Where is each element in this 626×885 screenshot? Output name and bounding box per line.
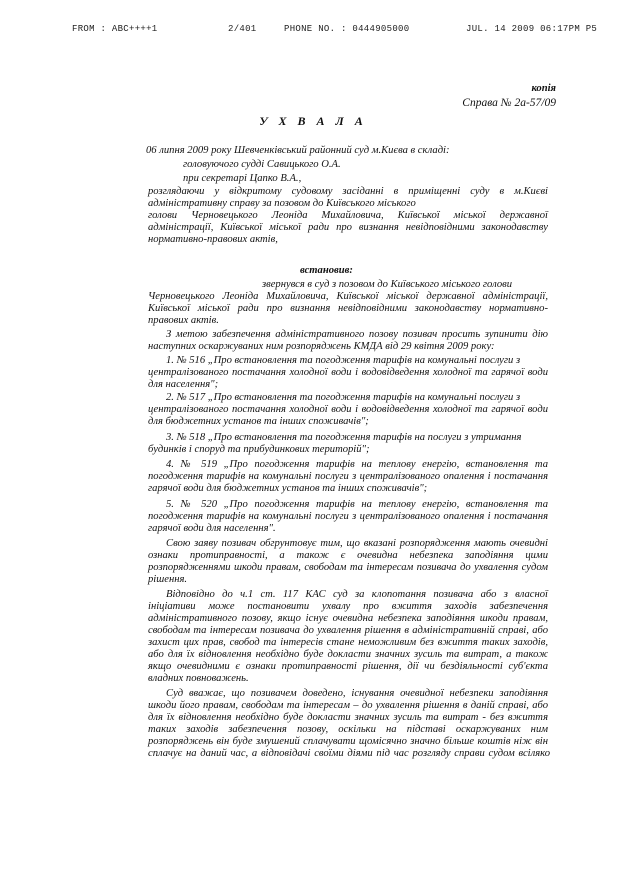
case-number: Справа № 2а-57/09	[462, 97, 556, 109]
law-line: Відповідно до ч.1 ст. 117 КАС суд за клопотання позивача або з власної	[166, 589, 548, 600]
justification-line: рішення.	[148, 574, 188, 585]
established-line: Київської міської ради про визнання невідповідними законодавству нормативно-	[148, 303, 548, 314]
intro-line: головуючого судді Савицького О.А.	[183, 159, 341, 170]
court-line: таких заходів забезпечення позову, оскільки на підставі оскаржуваних ним	[148, 724, 548, 735]
fax-datetime: JUL. 14 2009 06:17PM P5	[466, 24, 598, 34]
intro-line: розглядаючи у відкритому судовому засіданні в приміщенні суду в м.Києві	[148, 186, 548, 197]
court-line: розпоряджень він буде змушений сплачувати щомісячно значно більше коштів ніж він	[148, 736, 548, 747]
fax-phone: PHONE NO. : 0444905000	[284, 24, 410, 34]
purpose-line: З метою забезпечення адміністративного позову позивач просить зупинити дію	[166, 329, 548, 340]
item-line: централізованого постачання холодної води і водовідведення холодної та гарячої води	[148, 367, 548, 378]
fax-page: 2/401	[228, 24, 257, 34]
law-line: ініціативи може постановити ухвалу про вжиття заходів забезпечення	[148, 601, 548, 612]
copy-label: копія	[531, 83, 556, 94]
fax-from: FROM : ABC++++1	[72, 24, 158, 34]
document-title: У Х В А Л А	[259, 114, 367, 128]
established-line: Черновецького Леоніда Михайловича, Київської міської державної адміністрації,	[148, 291, 548, 302]
item-line: погодження тарифів на комунальні послуги з централізованого опалення і постачання	[148, 471, 548, 482]
item-line: 5. № 520 „Про погодження тарифів на теплову енергію, встановлення та	[166, 499, 548, 510]
justification-line: розпорядженнями шкоди правам, свободам та інтересам позивача до ухвалення судом	[148, 562, 548, 573]
intro-line: адміністративну справу за позовом до Київського міського	[148, 198, 416, 209]
intro-line: адміністрації, Київської міської ради про визнання невідповідними законодавству	[148, 222, 548, 233]
law-line: якщо очевидними є ознаки протиправності рішення, дії чи бездіяльності суб'єкта	[148, 661, 548, 672]
justification-line: Свою заяву позивач обгрунтовує тим, що вказані розпорядження мають очевидні	[166, 538, 548, 549]
court-line: шкоди його правам, свободам та інтересам – до ухвалення рішення в даній справі, або	[148, 700, 548, 711]
item-line: для населення";	[148, 379, 219, 390]
item-line: 2. № 517 „Про встановлення та погодження тарифів на комунальні послуги з	[166, 392, 521, 403]
item-line: гарячої води для населення".	[148, 523, 276, 534]
item-line: 1. № 516 „Про встановлення та погодження тарифів на комунальні послуги з	[166, 355, 521, 366]
intro-line: 06 липня 2009 року Шевченківський районний суд м.Києва в складі:	[146, 145, 450, 156]
established-line: звернувся в суд з позовом до Київського міського голови	[262, 279, 513, 290]
item-line: гарячої води для бюджетних установ та інших споживачів";	[148, 483, 428, 494]
intro-line: нормативно-правових актів,	[148, 234, 278, 245]
item-line: 4. № 519 „Про погодження тарифів на теплову енергію, встановлення та	[166, 459, 548, 470]
law-line: адміністративного позову, якщо існує очевидна небезпека заподіяння шкоди правам,	[148, 613, 548, 624]
justification-line: ознаки протиправності, а також є очевидна небезпека заподіяння цими	[148, 550, 548, 561]
item-line: погодження тарифів на комунальні послуги з централізованого опалення і постачання	[148, 511, 548, 522]
item-line: будинків і споруд та прибудинкових територій";	[148, 444, 370, 455]
intro-line: голови Черновецького Леоніда Михайловича, Київської міської державної	[148, 210, 548, 221]
item-line: для бюджетних установ та інших споживачів";	[148, 416, 369, 427]
law-line: владних повноважень.	[148, 673, 249, 684]
court-line: для їх відновлення необхідно буде докласти значних зусиль та витрат - без вжиття	[148, 712, 548, 723]
law-line: свободам та інтересам позивача до ухвалення рішення в адміністративній справі, або	[148, 625, 548, 636]
law-line: захист цих прав, свобод та інтересів стане неможливим без вжиття таких заходів,	[148, 637, 548, 648]
established-line: правових актів.	[148, 315, 219, 326]
intro-line: при секретарі Цапко В.А.,	[183, 173, 302, 184]
established-heading: встановив:	[300, 265, 353, 276]
item-line: централізованого постачання холодної води і водовідведення холодної та гарячої води	[148, 404, 548, 415]
law-line: або для їх відновлення необхідно буде докласти значних зусиль та витрат, а також	[148, 649, 548, 660]
court-line: сплачує на даний час, а відповідачі своїми діями під час розгляду справи судом всіляко	[148, 748, 550, 759]
court-line: Суд вважає, що позивачем доведено, існування очевидної небезпеки заподіяння	[166, 688, 548, 699]
purpose-line: наступних оскаржуваних ним розпоряджень КМДА від 29 квітня 2009 року:	[148, 341, 495, 352]
item-line: 3. № 518 „Про встановлення та погодження тарифів на послуги з утримання	[166, 432, 522, 443]
